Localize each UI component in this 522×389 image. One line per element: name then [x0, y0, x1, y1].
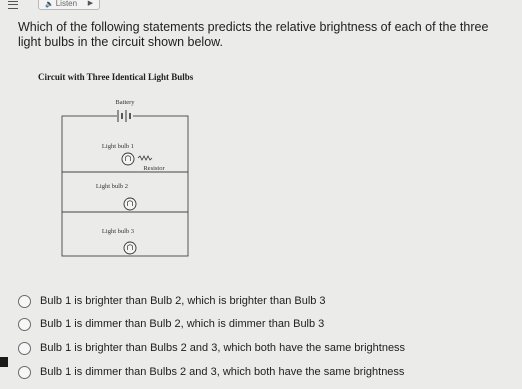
bulb1-label: Light bulb 1 — [101, 143, 135, 150]
question-text: Which of the following statements predicts the relative brightness of each of the three light bulbs in the circuit shown below. — [18, 20, 489, 49]
choice-label: Bulb 1 is dimmer than Bulbs 2 and 3, which both have the same brightness — [40, 366, 405, 378]
play-icon[interactable]: ▶ — [87, 0, 94, 7]
top-toolbar — [0, 0, 522, 10]
figure-title: Circuit with Three Identical Light Bulbs — [38, 72, 194, 82]
circuit-diagram — [60, 90, 190, 260]
hamburger-menu-icon[interactable] — [8, 1, 18, 9]
bulb3-label: Light bulb 3 — [101, 228, 135, 235]
battery-label: Battery — [115, 99, 135, 106]
answer-choice-4[interactable] — [18, 363, 404, 381]
bulb2-label: Light bulb 2 — [95, 183, 129, 190]
radio-button[interactable] — [18, 295, 31, 308]
answer-choice-1[interactable] — [18, 292, 326, 310]
radio-button[interactable] — [18, 342, 31, 355]
speaker-icon: 🔈 — [45, 1, 54, 8]
answer-choice-3[interactable] — [18, 339, 405, 357]
choice-label: Bulb 1 is brighter than Bulb 2, which is brighter than Bulb 3 — [40, 295, 326, 307]
radio-button[interactable] — [18, 366, 31, 379]
answer-choice-2[interactable] — [18, 315, 324, 333]
choice-label: Bulb 1 is dimmer than Bulb 2, which is dimmer than Bulb 3 — [40, 318, 325, 330]
resistor-icon — [138, 156, 152, 160]
resistor-label: Resistor — [143, 165, 165, 172]
bulb2-icon — [124, 198, 136, 210]
bulb1-icon — [122, 153, 134, 165]
listen-button[interactable] — [38, 0, 100, 10]
edge-marker — [0, 357, 8, 367]
radio-button[interactable] — [18, 318, 31, 331]
listen-label: Listen — [55, 0, 78, 8]
choice-label: Bulb 1 is brighter than Bulbs 2 and 3, which both have the same brightness — [40, 342, 406, 354]
bulb3-icon — [124, 242, 136, 254]
